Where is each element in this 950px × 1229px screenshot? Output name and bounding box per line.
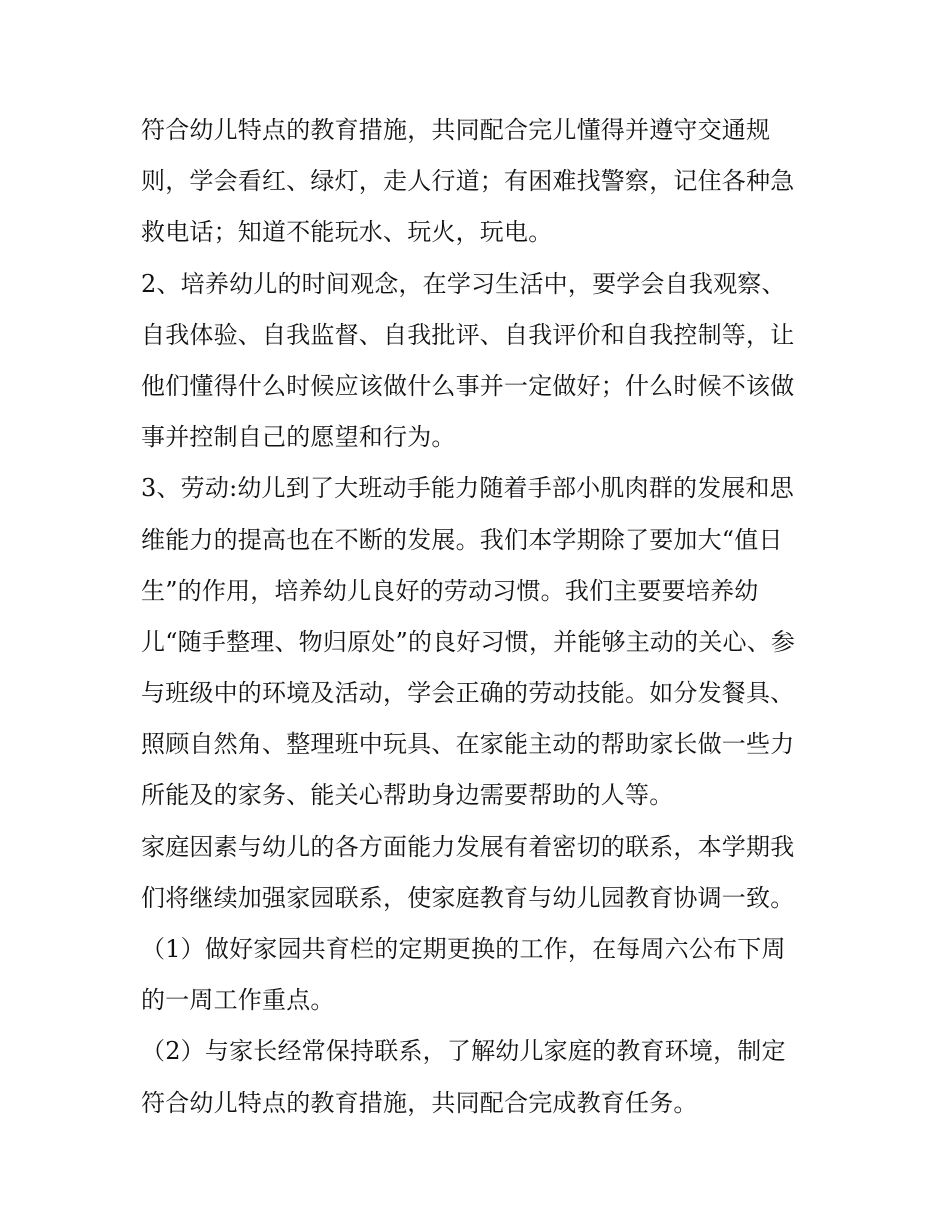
text-line: 则，学会看红、绿灯，走人行道；有困难找警察，记住各种急: [141, 167, 795, 196]
text-line: 生”的作用，培养幼儿良好的劳动习惯。我们主要要培养幼: [141, 576, 759, 605]
text-line: 家庭因素与幼儿的各方面能力发展有着密切的联系，本学期我: [141, 832, 795, 861]
text-line: 与班级中的环境及活动，学会正确的劳动技能。如分发餐具、: [141, 679, 795, 708]
document-body: [141, 105, 821, 1129]
text-line: 照顾自然角、整理班中玩具、在家能主动的帮助家长做一些力: [141, 730, 795, 759]
text-line: 自我体验、自我监督、自我批评、自我评价和自我控制等，让: [141, 320, 795, 349]
text-line: 3、劳动:幼儿到了大班动手能力随着手部小肌肉群的发展和思: [141, 474, 794, 503]
text-line: 儿“随手整理、物归原处”的良好习惯，并能够主动的关心、参: [141, 627, 796, 656]
text-line: 的一周工作重点。: [141, 986, 335, 1015]
text-line: 2、培养幼儿的时间观念，在学习生活中，要学会自我观察、: [141, 269, 786, 298]
text-line: 救电话；知道不能玩水、玩火，玩电。: [141, 218, 553, 247]
text-line: 维能力的提高也在不断的发展。我们本学期除了要加大“值日: [141, 525, 783, 554]
text-line: 所能及的家务、能关心帮助身边需要帮助的人等。: [141, 781, 674, 810]
text-line: 事并控制自己的愿望和行为。: [141, 423, 456, 452]
text-line: （2）与家长经常保持联系，了解幼儿家庭的教育环境，制定: [141, 1037, 786, 1066]
text-line: 符合幼儿特点的教育措施，共同配合完成教育任务。: [141, 1088, 698, 1117]
text-line: 符合幼儿特点的教育措施，共同配合完儿懂得并遵守交通规: [141, 116, 771, 144]
text-line: 他们懂得什么时候应该做什么事并一定做好；什么时候不该做: [141, 371, 795, 400]
text-line: 们将继续加强家园联系，使家庭教育与幼儿园教育协调一致。: [141, 883, 795, 912]
text-line: （1）做好家园共育栏的定期更换的工作，在每周六公布下周: [141, 935, 786, 963]
